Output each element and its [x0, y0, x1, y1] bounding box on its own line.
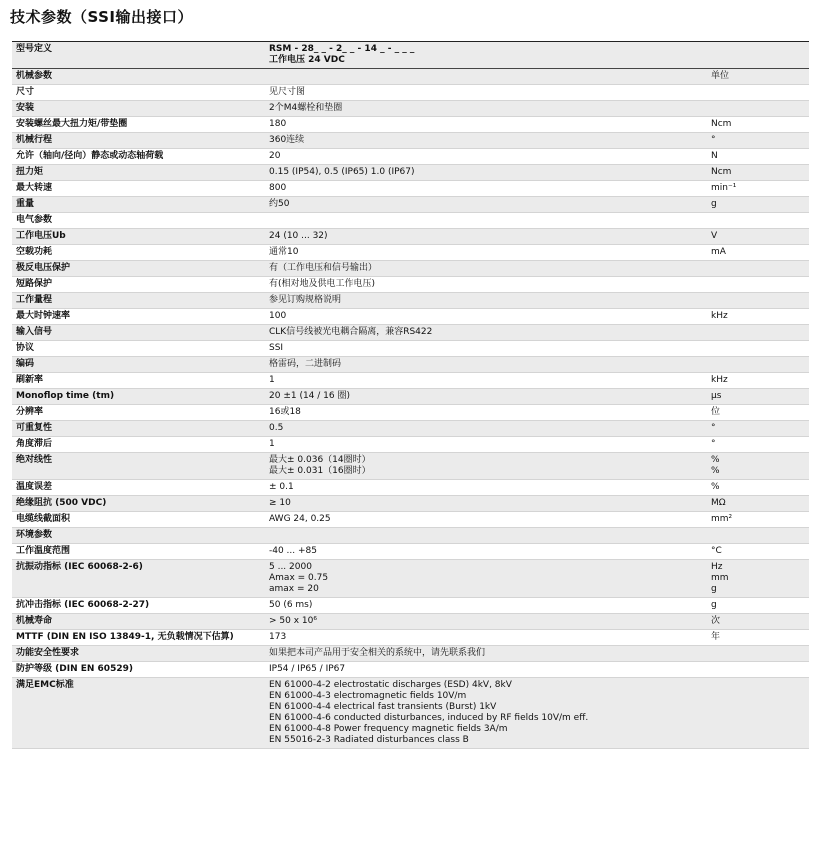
spec-value [265, 678, 707, 748]
spec-value [265, 165, 707, 180]
spec-unit-line: MΩ [711, 498, 726, 508]
spec-unit-line: µs [711, 391, 722, 401]
spec-value [265, 341, 707, 356]
spec-unit-line: ° [711, 135, 716, 145]
model-code: RSM - 28_ _ - 2_ _ - 14 _ - _ _ _ [269, 44, 415, 54]
spec-value-line: ± 0.1 [269, 482, 294, 492]
spec-value-line: 0.15 (IP54), 0.5 (IP65) 1.0 (IP67) [269, 167, 415, 177]
spec-unit-line: g [711, 199, 717, 209]
spec-unit [707, 560, 809, 597]
spec-value-line: 100 [269, 311, 287, 321]
spec-value-line: Amax = 0.75 [269, 573, 329, 583]
spec-value [265, 496, 707, 511]
spec-row [12, 480, 809, 496]
spec-value [265, 261, 707, 276]
spec-value [265, 598, 707, 613]
spec-unit [707, 496, 809, 511]
spec-value-line: 有（工作电压和信号输出） [269, 263, 378, 273]
spec-value [265, 421, 707, 436]
spec-value-line: 20 [269, 151, 281, 161]
spec-unit [707, 261, 809, 276]
spec-label: 极反电压保护 [16, 263, 71, 273]
spec-value [265, 480, 707, 495]
section-header-row [12, 528, 809, 544]
spec-unit [707, 245, 809, 260]
spec-label: 分辨率 [16, 407, 44, 417]
spec-value-line: 1 [269, 439, 275, 449]
spec-row [12, 560, 809, 598]
spec-label: 刷新率 [16, 375, 44, 385]
spec-unit [707, 325, 809, 340]
spec-value-line: EN 61000-4-8 Power frequency magnetic fields 3A/m [269, 724, 508, 734]
spec-unit [707, 293, 809, 308]
spec-value-line: 20 ±1 (14 / 16 圈) [269, 391, 350, 401]
spec-value-line: EN 61000-4-2 electrostatic discharges (ESD) 4kV, 8kV [269, 680, 512, 690]
spec-row [12, 149, 809, 165]
section-title: 电气参数 [16, 215, 53, 225]
spec-label: 最大时钟速率 [16, 311, 71, 321]
spec-row [12, 496, 809, 512]
spec-row [12, 614, 809, 630]
spec-unit [707, 309, 809, 324]
spec-label: 短路保护 [16, 279, 53, 289]
spec-row [12, 181, 809, 197]
spec-value [265, 245, 707, 260]
spec-unit-line: N [711, 151, 718, 161]
spec-label: 安装螺丝最大扭力矩/带垫圈 [16, 119, 128, 129]
spec-unit-line: ° [711, 423, 716, 433]
spec-row [12, 662, 809, 678]
spec-label: 工作电压Ub [16, 231, 66, 241]
spec-label: MTTF (DIN EN ISO 13849-1, 无负载情况下估算) [16, 632, 234, 642]
spec-value-line: 24 (10 ... 32) [269, 231, 328, 241]
spec-unit-line: mm [711, 573, 729, 583]
spec-unit [707, 117, 809, 132]
spec-row [12, 357, 809, 373]
spec-unit [707, 133, 809, 148]
spec-value-line: 约50 [269, 199, 290, 209]
spec-unit-line: % [711, 466, 720, 476]
spec-value-line: 800 [269, 183, 287, 193]
spec-value [265, 117, 707, 132]
spec-unit-line: mm² [711, 514, 733, 524]
spec-row [12, 85, 809, 101]
spec-label: 允许（轴向/径向）静态或动态轴荷载 [16, 151, 164, 161]
spec-value [265, 357, 707, 372]
spec-value [265, 69, 707, 84]
spec-row [12, 165, 809, 181]
spec-value [265, 181, 707, 196]
spec-row [12, 630, 809, 646]
spec-row [12, 245, 809, 261]
spec-unit-line: Ncm [711, 119, 732, 129]
spec-unit [707, 277, 809, 292]
spec-unit-line: kHz [711, 311, 728, 321]
spec-value [265, 560, 707, 597]
spec-label: 绝缘阻抗 (500 VDC) [16, 498, 107, 508]
spec-unit [707, 69, 809, 84]
spec-unit [707, 341, 809, 356]
spec-unit [707, 149, 809, 164]
spec-unit [707, 512, 809, 527]
spec-label: 防护等级 (DIN EN 60529) [16, 664, 133, 674]
operating-voltage: 工作电压 24 VDC [269, 55, 345, 65]
spec-value [265, 646, 707, 661]
spec-table [12, 41, 809, 749]
spec-label: 尺寸 [16, 87, 35, 97]
spec-unit-line: °C [711, 546, 722, 556]
spec-unit-line: 年 [711, 632, 721, 642]
spec-label: 安装 [16, 103, 35, 113]
spec-value [265, 133, 707, 148]
spec-value [265, 528, 707, 543]
spec-value [265, 630, 707, 645]
spec-value-line: CLK信号线被光电耦合隔离，兼容RS422 [269, 327, 433, 337]
spec-value-line: 参见订购规格说明 [269, 295, 342, 305]
spec-label: 绝对线性 [16, 455, 53, 465]
spec-label: 可重复性 [16, 423, 53, 433]
spec-unit [707, 357, 809, 372]
spec-value-line: EN 55016-2-3 Radiated disturbances class B [269, 735, 469, 745]
spec-value-line: 173 [269, 632, 287, 642]
spec-value [265, 277, 707, 292]
spec-unit-line: % [711, 455, 720, 465]
spec-label: 机械行程 [16, 135, 53, 145]
spec-row [12, 277, 809, 293]
spec-value-line: EN 61000-4-4 electrical fast transients (Burst) 1kV [269, 702, 497, 712]
spec-label: Monoflop time (tm) [16, 391, 115, 401]
spec-value-line: > 50 x 10⁶ [269, 616, 317, 626]
spec-unit [707, 213, 809, 228]
spec-value [265, 662, 707, 677]
spec-value [265, 149, 707, 164]
spec-unit-line: kHz [711, 375, 728, 385]
spec-unit [707, 101, 809, 116]
spec-unit [707, 528, 809, 543]
spec-row [12, 325, 809, 341]
spec-label: 最大转速 [16, 183, 53, 193]
row-value [265, 42, 707, 68]
spec-value [265, 325, 707, 340]
spec-row [12, 598, 809, 614]
spec-row [12, 437, 809, 453]
spec-unit-line: ° [711, 439, 716, 449]
spec-label: 扭力矩 [16, 167, 44, 177]
spec-unit-line: g [711, 600, 717, 610]
spec-value-line: 180 [269, 119, 287, 129]
spec-value [265, 293, 707, 308]
spec-value [265, 373, 707, 388]
spec-value-line: 50 (6 ms) [269, 600, 313, 610]
spec-row [12, 405, 809, 421]
spec-label: 编码 [16, 359, 35, 369]
spec-value [265, 512, 707, 527]
spec-label: 协议 [16, 343, 35, 353]
spec-value-line: 见尺寸图 [269, 87, 306, 97]
section-header-row [12, 213, 809, 229]
spec-value-line: 格雷码，二进制码 [269, 359, 342, 369]
spec-value-line: 1 [269, 375, 275, 385]
spec-unit [707, 544, 809, 559]
spec-label: 抗冲击指标 (IEC 60068-2-27) [16, 600, 150, 610]
spec-unit-line: % [711, 482, 720, 492]
spec-value [265, 453, 707, 479]
spec-row [12, 133, 809, 149]
spec-unit [707, 85, 809, 100]
spec-unit-line: V [711, 231, 718, 241]
spec-value [265, 544, 707, 559]
spec-unit [707, 405, 809, 420]
spec-row [12, 341, 809, 357]
spec-unit [707, 598, 809, 613]
spec-label: 机械寿命 [16, 616, 53, 626]
spec-unit [707, 437, 809, 452]
spec-value-line: 360连续 [269, 135, 305, 145]
spec-label: 功能安全性要求 [16, 648, 80, 658]
spec-value-line: SSI [269, 343, 284, 353]
section-header-row [12, 69, 809, 85]
spec-unit-line: Hz [711, 562, 723, 572]
spec-unit [707, 480, 809, 495]
spec-value-line: 5 ... 2000 [269, 562, 312, 572]
spec-value [265, 85, 707, 100]
spec-label: 空载功耗 [16, 247, 53, 257]
spec-unit [707, 197, 809, 212]
spec-unit [707, 389, 809, 404]
spec-value-line: IP54 / IP65 / IP67 [269, 664, 346, 674]
spec-value [265, 437, 707, 452]
spec-row [12, 229, 809, 245]
spec-value [265, 389, 707, 404]
spec-row [12, 421, 809, 437]
spec-row [12, 544, 809, 560]
spec-row [12, 101, 809, 117]
spec-label: 满足EMC标准 [16, 680, 74, 690]
spec-value [265, 213, 707, 228]
spec-value [265, 405, 707, 420]
spec-value [265, 101, 707, 116]
page-title: 技术参数（SSI输出接口） [10, 8, 194, 26]
spec-value-line: 最大± 0.031（16圈时） [269, 466, 371, 476]
spec-unit [707, 646, 809, 661]
spec-row [12, 373, 809, 389]
spec-unit-line: 位 [711, 407, 721, 417]
spec-value [265, 309, 707, 324]
spec-row [12, 261, 809, 277]
spec-value-line: -40 ... +85 [269, 546, 317, 556]
spec-row [12, 678, 809, 749]
section-title: 机械参数 [16, 71, 53, 81]
spec-value-line: AWG 24, 0.25 [269, 514, 331, 524]
spec-value-line: 如果把本司产品用于安全相关的系统中，请先联系我们 [269, 648, 486, 658]
row-unit [707, 42, 809, 68]
spec-unit-line: mA [711, 247, 726, 257]
spec-unit-line: g [711, 584, 717, 594]
spec-value-line: 通常10 [269, 247, 299, 257]
spec-label: 工作量程 [16, 295, 53, 305]
spec-value-line: EN 61000-4-3 electromagnetic fields 10V/m [269, 691, 467, 701]
spec-row [12, 309, 809, 325]
spec-unit-line: 单位 [711, 71, 730, 81]
spec-label: 输入信号 [16, 327, 53, 337]
spec-value [265, 229, 707, 244]
spec-unit [707, 453, 809, 479]
spec-unit [707, 373, 809, 388]
spec-unit [707, 662, 809, 677]
spec-row [12, 453, 809, 480]
spec-label: 工作温度范围 [16, 546, 71, 556]
spec-unit [707, 229, 809, 244]
spec-value-line: EN 61000-4-6 conducted disturbances, induced by RF fields 10V/m eff. [269, 713, 589, 723]
spec-row [12, 389, 809, 405]
spec-value-line: 0.5 [269, 423, 284, 433]
spec-unit [707, 421, 809, 436]
spec-row [12, 197, 809, 213]
spec-unit-line: min⁻¹ [711, 183, 737, 193]
spec-label: 重量 [16, 199, 35, 209]
spec-unit [707, 678, 809, 748]
spec-value-line: ≥ 10 [269, 498, 291, 508]
spec-unit-line: Ncm [711, 167, 732, 177]
spec-unit [707, 630, 809, 645]
spec-unit-line: 次 [711, 616, 721, 626]
spec-unit [707, 614, 809, 629]
spec-row [12, 117, 809, 133]
spec-unit [707, 181, 809, 196]
spec-unit [707, 165, 809, 180]
spec-value-line: amax = 20 [269, 584, 319, 594]
spec-label: 温度误差 [16, 482, 53, 492]
spec-row [12, 512, 809, 528]
section-title: 环境参数 [16, 530, 53, 540]
spec-value-line: 最大± 0.036（14圈时） [269, 455, 371, 465]
row-label: 型号定义 [16, 44, 53, 54]
spec-label: 角度滞后 [16, 439, 53, 449]
spec-value-line: 16或18 [269, 407, 301, 417]
spec-label: 抗振动指标 (IEC 60068-2-6) [16, 562, 143, 572]
spec-value-line: 2个M4螺栓和垫圈 [269, 103, 343, 113]
spec-value [265, 197, 707, 212]
spec-value [265, 614, 707, 629]
spec-row [12, 293, 809, 309]
spec-value-line: 有(相对地及供电工作电压) [269, 279, 376, 289]
spec-row [12, 646, 809, 662]
spec-label: 电缆线截面积 [16, 514, 71, 524]
model-definition-row [12, 42, 809, 69]
